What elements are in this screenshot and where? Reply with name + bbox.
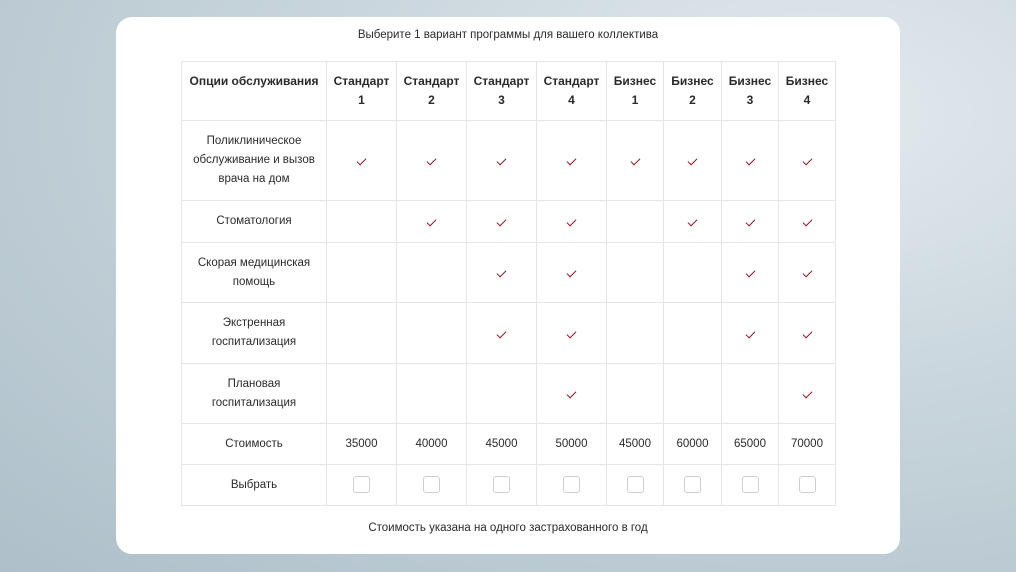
program-card — [116, 17, 900, 554]
checkmark-icon — [688, 217, 698, 227]
cell-standard-3 — [467, 303, 537, 364]
checkmark-icon — [427, 156, 437, 166]
table-row — [182, 303, 836, 364]
column-header-business-3 — [722, 62, 779, 121]
cell-standard-1 — [327, 243, 397, 303]
cell-standard-3 — [467, 121, 537, 201]
cell-business-2 — [664, 201, 722, 243]
checkmark-icon — [497, 268, 507, 278]
checkmark-icon — [745, 328, 755, 338]
cell-standard-1 — [327, 303, 397, 364]
price-business-1: 45000 — [607, 424, 664, 465]
row-label: Поликлиническое обслуживание и вызов врача на дом — [182, 121, 327, 201]
checkmark-icon — [745, 217, 755, 227]
row-label: Скорая медицинская помощь — [182, 243, 327, 303]
column-header-standard-2 — [397, 62, 467, 121]
checkmark-icon — [745, 156, 755, 166]
column-number: 3 — [746, 93, 754, 107]
cell-business-4 — [779, 201, 836, 243]
cell-standard-2 — [397, 201, 467, 243]
column-header-standard-4 — [537, 62, 607, 121]
checkmark-icon — [802, 389, 812, 399]
column-name: Стандарт — [473, 74, 530, 88]
cell-standard-1 — [327, 121, 397, 201]
row-label: Плановая госпитализация — [182, 364, 327, 424]
price-business-3: 65000 — [722, 424, 779, 465]
cell-business-4 — [779, 364, 836, 424]
cell-business-1 — [607, 364, 664, 424]
cell-business-4 — [779, 243, 836, 303]
column-number: 1 — [631, 93, 639, 107]
cell-business-3 — [722, 364, 779, 424]
column-number: 1 — [358, 93, 365, 107]
checkmark-icon — [745, 268, 755, 278]
cell-business-2 — [664, 243, 722, 303]
select-cell-standard-2 — [397, 465, 467, 506]
checkmark-icon — [497, 156, 507, 166]
checkmark-icon — [567, 389, 577, 399]
column-name: Стандарт — [543, 74, 600, 88]
select-cell-standard-1 — [327, 465, 397, 506]
table-row — [182, 201, 836, 243]
price-business-2: 60000 — [664, 424, 722, 465]
cell-business-3 — [722, 121, 779, 201]
column-name: Бизнес — [671, 74, 714, 88]
header-row — [182, 62, 836, 121]
cost-label: Стоимость — [182, 424, 327, 465]
column-number: 3 — [498, 93, 505, 107]
table-row — [182, 121, 836, 201]
column-header-standard-1 — [327, 62, 397, 121]
cell-standard-3 — [467, 201, 537, 243]
column-name: Бизнес — [613, 74, 657, 88]
footer-note: Стоимость указана на одного застрахованного в год — [368, 522, 648, 534]
cell-business-3 — [722, 303, 779, 364]
column-header-business-2 — [664, 62, 722, 121]
checkmark-icon — [357, 156, 367, 166]
cell-business-1 — [607, 121, 664, 201]
cell-standard-3 — [467, 364, 537, 424]
cell-standard-4 — [537, 364, 607, 424]
column-header-business-4 — [779, 62, 836, 121]
cell-business-1 — [607, 243, 664, 303]
select-cell-business-1 — [607, 465, 664, 506]
checkmark-icon — [630, 156, 640, 166]
select-checkbox-business-4[interactable] — [799, 476, 816, 493]
select-cell-standard-3 — [467, 465, 537, 506]
row-label: Стоматология — [182, 201, 327, 243]
cell-standard-4 — [537, 303, 607, 364]
column-header-standard-3 — [467, 62, 537, 121]
select-checkbox-business-1[interactable] — [627, 476, 644, 493]
column-number: 4 — [568, 93, 575, 107]
column-number: 2 — [689, 93, 696, 107]
select-cell-business-4 — [779, 465, 836, 506]
select-checkbox-business-3[interactable] — [742, 476, 759, 493]
cell-standard-4 — [537, 121, 607, 201]
select-checkbox-standard-4[interactable] — [563, 476, 580, 493]
select-cell-business-3 — [722, 465, 779, 506]
cell-business-2 — [664, 303, 722, 364]
page-title: Выберите 1 вариант программы для вашего коллектива — [357, 29, 659, 41]
cell-standard-2 — [397, 243, 467, 303]
select-checkbox-standard-3[interactable] — [493, 476, 510, 493]
column-name: Стандарт — [403, 74, 460, 88]
cell-standard-4 — [537, 243, 607, 303]
price-standard-3: 45000 — [467, 424, 537, 465]
select-label: Выбрать — [182, 465, 327, 506]
column-number: 2 — [428, 93, 435, 107]
cell-standard-4 — [537, 201, 607, 243]
column-number: 4 — [803, 93, 811, 107]
cell-business-4 — [779, 303, 836, 364]
price-standard-1: 35000 — [327, 424, 397, 465]
select-checkbox-standard-2[interactable] — [423, 476, 440, 493]
cell-standard-1 — [327, 201, 397, 243]
checkmark-icon — [802, 156, 812, 166]
options-header: Опции обслуживания — [182, 62, 327, 121]
price-business-4: 70000 — [779, 424, 836, 465]
cell-business-1 — [607, 201, 664, 243]
select-checkbox-business-2[interactable] — [684, 476, 701, 493]
cell-standard-2 — [397, 121, 467, 201]
select-checkbox-standard-1[interactable] — [353, 476, 370, 493]
checkmark-icon — [567, 217, 577, 227]
cell-business-2 — [664, 121, 722, 201]
checkmark-icon — [497, 328, 507, 338]
cell-standard-1 — [327, 364, 397, 424]
cell-business-2 — [664, 364, 722, 424]
cost-row — [182, 424, 836, 465]
select-cell-business-2 — [664, 465, 722, 506]
cell-business-4 — [779, 121, 836, 201]
column-name: Стандарт — [333, 74, 390, 88]
column-header-business-1 — [607, 62, 664, 121]
table-row — [182, 243, 836, 303]
cell-business-3 — [722, 243, 779, 303]
select-row — [182, 465, 836, 506]
row-label: Экстренная госпитализация — [182, 303, 327, 364]
checkmark-icon — [802, 268, 812, 278]
checkmark-icon — [802, 217, 812, 227]
select-cell-standard-4 — [537, 465, 607, 506]
checkmark-icon — [802, 328, 812, 338]
checkmark-icon — [427, 217, 437, 227]
price-standard-2: 40000 — [397, 424, 467, 465]
checkmark-icon — [688, 156, 698, 166]
checkmark-icon — [567, 156, 577, 166]
price-standard-4: 50000 — [537, 424, 607, 465]
checkmark-icon — [567, 328, 577, 338]
checkmark-icon — [567, 268, 577, 278]
cell-business-3 — [722, 201, 779, 243]
checkmark-icon — [497, 217, 507, 227]
cell-standard-3 — [467, 243, 537, 303]
column-name: Бизнес — [728, 74, 772, 88]
column-name: Бизнес — [785, 74, 829, 88]
cell-standard-2 — [397, 364, 467, 424]
cell-standard-2 — [397, 303, 467, 364]
table-row — [182, 364, 836, 424]
cell-business-1 — [607, 303, 664, 364]
program-comparison-table — [181, 61, 836, 506]
